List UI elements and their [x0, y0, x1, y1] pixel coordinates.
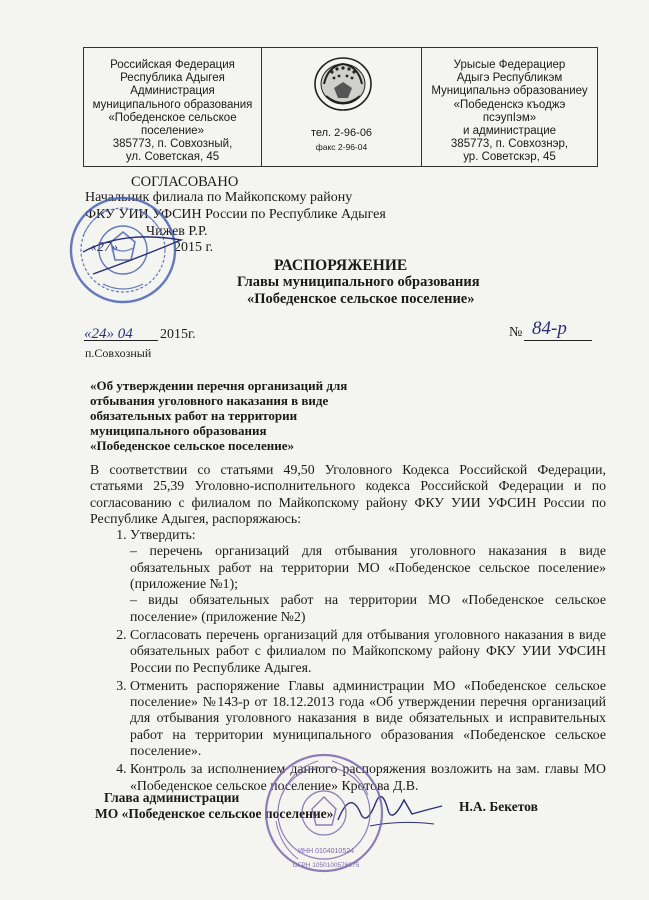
- subject-line: «Победенское сельское поселение»: [90, 438, 294, 453]
- order-item: [130, 527, 606, 625]
- lh-line: ур. Советскэр, 45: [463, 151, 556, 164]
- approval-organization: ФКУ УИИ УФСИН России по Республике Адыгея: [85, 207, 386, 222]
- letterhead-center: [262, 48, 422, 166]
- lh-line: «Победенское сельское: [108, 111, 237, 124]
- order-number-label: №: [509, 325, 523, 340]
- subject-line: обязательных работ на территории: [90, 408, 298, 423]
- subitem-list-1: – перечень организаций для отбывания уголовного наказания в виде обязательных работ на территории МО «Победенское сельское поселение» (приложение №1);: [130, 543, 606, 592]
- letterhead-russian: [84, 48, 262, 166]
- lh-line: Республика Адыгея: [120, 72, 225, 85]
- subject-line: муниципального образования: [90, 423, 267, 438]
- order-date-handwritten: «24» 04: [84, 326, 133, 342]
- approval-signer-name: Чижев Р.Р.: [146, 224, 208, 239]
- order-number-handwritten: 84-р: [532, 318, 567, 339]
- approval-date-year: 2015 г.: [174, 240, 214, 255]
- fax: факс 2-96-04: [315, 142, 368, 152]
- place-of-issue: п.Совхозный: [85, 346, 152, 360]
- signatory-name: Н.А. Бекетов: [459, 799, 538, 814]
- order-date-year: 2015г.: [160, 327, 196, 342]
- order-item: 3. Отменить распоряжение Главы администрации МО «Победенское сельское поселение» №143-р от 18.12.2013 года «Об утверждении перечня организаций для отбывания уголовного наказания в виде обязательных и исправительных работ на территории муниципального образования «Победенское сельское поселение».: [130, 678, 606, 759]
- lh-line: Адыгэ Республикэм: [456, 72, 563, 85]
- lh-line: Урысые Федерациер: [453, 59, 566, 71]
- date-underline: [84, 340, 158, 341]
- document-title: РАСПОРЯЖЕНИЕ: [274, 257, 408, 274]
- signature-position: Глава администрации: [104, 790, 240, 805]
- order-item: 4. Контроль за исполнением данного распоряжения возложить на зам. главы МО «Победенское сельское поселение» Кротова Д.В.: [130, 761, 606, 794]
- document-subtitle-1: Главы муниципального образования: [237, 274, 480, 290]
- subject-line: отбывания уголовного наказания в виде: [90, 393, 329, 408]
- lh-line: 385773, п. Совхозный,: [112, 138, 233, 151]
- document-subtitle-2: «Победенское сельское поселение»: [247, 291, 475, 307]
- approval-title: СОГЛАСОВАНО: [131, 174, 239, 190]
- lh-line: и администрацие: [462, 125, 557, 138]
- lh-line: Муниципальнэ образованиеу: [431, 85, 588, 98]
- lh-line: «Победенскэ къоджэ: [453, 98, 566, 111]
- approval-position: Начальник филиала по Майкопскому району: [85, 190, 353, 205]
- signature-organization: МО «Победенское сельское поселение»: [95, 806, 334, 821]
- telephone: тел. 2-96-06: [310, 127, 373, 139]
- stamp-ogrn: ОГРН 1050100576975: [292, 862, 360, 869]
- lh-line: псэупІэм»: [482, 111, 537, 124]
- subitem-list-2: – виды обязательных работ на территории МО «Победенское сельское поселение» (приложение №2): [130, 592, 606, 624]
- stamp-inn: ИНН 0104010524: [297, 848, 355, 855]
- lh-line: Администрация: [130, 85, 215, 98]
- coat-of-arms-icon: [312, 54, 374, 114]
- approval-date-day: «27»: [90, 240, 118, 255]
- administration-seal-stamp-icon: [262, 735, 387, 885]
- letterhead: [83, 47, 598, 167]
- lh-line: муниципального образования: [92, 98, 253, 111]
- number-underline: [524, 340, 592, 341]
- official-seal-stamp-icon: [63, 190, 193, 308]
- intro-paragraph: В соответствии со статьями 49,50 Уголовного Кодекса Российской Федерации, статьями 25,39 Уголовно-исполнительного кодекса Российской Федерации и по согласованию с филиалом по Майкопскому району ФКУ УИИ УФСИН России по Республике Адыгея, распоряжаюсь:: [90, 462, 606, 526]
- subject-line: «Об утверждении перечня организаций для: [90, 378, 348, 393]
- order-item: 2. Согласовать перечень организаций для отбывания уголовного наказания в виде обязательных работ с филиалом по Майкопскому району ФКУ УИИ УФСИН России по Республике Адыгея.: [130, 627, 606, 676]
- letterhead-adyghe: [422, 48, 597, 166]
- lh-line: 385773, п. Совхознэр,: [450, 138, 569, 151]
- lh-line: поселение»: [140, 125, 205, 138]
- lh-line: Российская Федерация: [110, 59, 235, 71]
- lh-line: ул. Советская, 45: [125, 151, 220, 164]
- order-item-text: Утвердить:: [130, 527, 196, 543]
